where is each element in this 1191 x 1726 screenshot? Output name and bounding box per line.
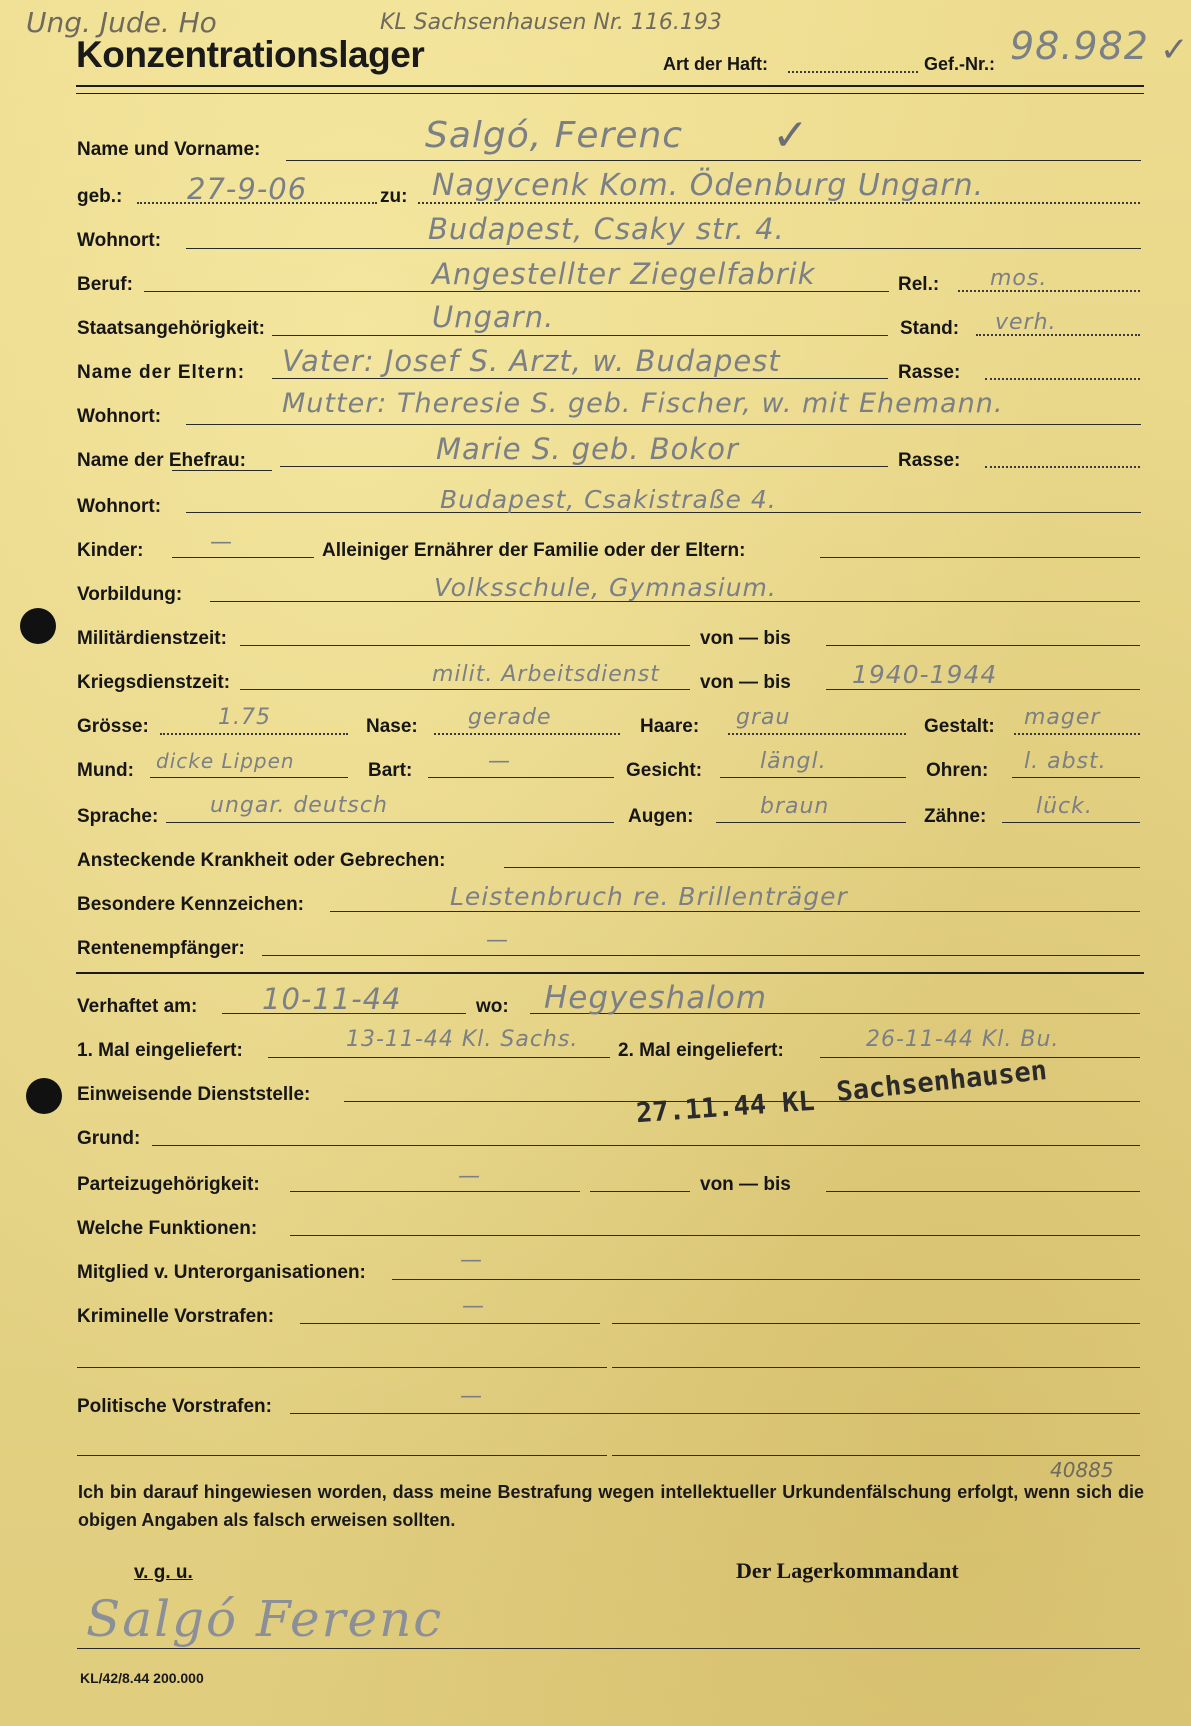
- header-rule-bottom: [76, 93, 1144, 94]
- bart-value: —: [488, 749, 511, 774]
- gef-nr-value: 98.982: [1010, 24, 1149, 68]
- name-der-eltern-value: Vater: Josef S. Arzt, w. Budapest: [282, 344, 781, 378]
- form-title: Konzentrationslager: [76, 34, 425, 75]
- sprache-line: [166, 822, 614, 823]
- stand-label: Stand:: [900, 318, 960, 339]
- mund-line: [150, 777, 348, 778]
- ansteckende-krankheit-label: Ansteckende Krankheit oder Gebrechen:: [77, 850, 446, 871]
- parteizugehoerigkeit-value: —: [458, 1164, 481, 1189]
- staatsangehoerigkeit-label: Staatsangehörigkeit:: [77, 318, 265, 339]
- pencil-note-ung-jude: Ung. Jude. Ho: [26, 6, 217, 39]
- rentenempfaenger-label: Rentenempfänger:: [77, 938, 245, 959]
- nase-value: gerade: [468, 705, 552, 730]
- erstes-mal-eingeliefert-label: 1. Mal eingeliefert:: [77, 1040, 243, 1061]
- gesicht-value: längl.: [760, 749, 827, 774]
- besondere-kennzeichen-label: Besondere Kennzeichen:: [77, 894, 304, 915]
- name-label: Name und Vorname:: [77, 139, 261, 160]
- geb-value: 27-9-06: [187, 172, 308, 206]
- name-line: [286, 160, 1141, 161]
- besondere-kennzeichen-value: Leistenbruch re. Brillenträger: [450, 882, 848, 911]
- politische-vorstrafen-line-b: [77, 1455, 607, 1456]
- art-der-haft-line: [788, 71, 918, 73]
- beruf-label: Beruf:: [77, 274, 133, 295]
- parteizugehoerigkeit-label: Parteizugehörigkeit:: [77, 1174, 260, 1195]
- kriminelle-vorstrafen-label: Kriminelle Vorstrafen:: [77, 1306, 275, 1327]
- wohnort-value: Budapest, Csaky str. 4.: [428, 212, 785, 246]
- lagerkommandant-label: Der Lagerkommandant: [736, 1558, 959, 1583]
- besondere-kennzeichen-line: [330, 911, 1140, 912]
- kriminelle-vorstrafen-value: —: [462, 1294, 485, 1319]
- mitglied-unterorganisationen-line: [392, 1279, 1140, 1280]
- name-der-ehefrau-label: Name der Ehefrau:: [77, 450, 246, 471]
- vorbildung-label: Vorbildung:: [77, 584, 183, 605]
- nase-label: Nase:: [366, 716, 418, 737]
- rentenempfaenger-value: —: [486, 928, 509, 953]
- kriminelle-vorstrafen-line-b: [612, 1323, 1140, 1324]
- haare-label: Haare:: [640, 716, 700, 737]
- gef-nr-label: Gef.-Nr.:: [924, 54, 996, 74]
- kriminelle-vorstrafen-line-c: [77, 1367, 607, 1368]
- zweites-mal-line: [820, 1057, 1140, 1058]
- ohren-value: l. abst.: [1024, 749, 1107, 774]
- rasse-label: Rasse:: [898, 362, 961, 383]
- politische-vorstrafen-line: [290, 1413, 1140, 1414]
- einweisende-dienststelle-label: Einweisende Dienststelle:: [77, 1084, 311, 1105]
- von-bis-partei-line: [826, 1191, 1140, 1192]
- nase-line: [434, 733, 620, 735]
- bart-label: Bart:: [368, 760, 413, 781]
- staatsangehoerigkeit-line: [272, 335, 888, 336]
- name-der-eltern-line: [272, 378, 888, 379]
- gestalt-value: mager: [1024, 705, 1101, 730]
- politische-vorstrafen-line-c: [612, 1455, 1140, 1456]
- haare-line: [728, 733, 906, 735]
- rasse-ehefrau-label: Rasse:: [898, 450, 961, 471]
- kriminelle-vorstrafen-line-a: [300, 1323, 600, 1324]
- mund-label: Mund:: [77, 760, 134, 781]
- punch-hole-bottom: [26, 1078, 62, 1114]
- rasse-ehefrau-line: [985, 466, 1140, 468]
- name-value: Salgó, Ferenc: [425, 115, 684, 156]
- militaerdienstzeit-line: [240, 645, 690, 646]
- kriegsdienstzeit-label: Kriegsdienstzeit:: [77, 672, 231, 693]
- kriegsdienstzeit-years: 1940-1944: [852, 660, 998, 689]
- name-der-ehefrau-value: Marie S. geb. Bokor: [436, 432, 739, 466]
- verhaftet-am-label: Verhaftet am:: [77, 996, 198, 1017]
- grund-line: [152, 1145, 1140, 1146]
- vgu-label: v. g. u.: [134, 1562, 193, 1583]
- stamp-date: 27.11.44 KL: [635, 1085, 816, 1130]
- sprache-label: Sprache:: [77, 806, 159, 827]
- zweites-mal-value: 26-11-44 Kl. Bu.: [866, 1027, 1060, 1052]
- erstes-mal-value: 13-11-44 Kl. Sachs.: [346, 1027, 579, 1052]
- wo-label: wo:: [476, 996, 509, 1017]
- kinder-line: [172, 557, 314, 558]
- beruf-line: [144, 291, 889, 292]
- grund-label: Grund:: [77, 1128, 141, 1149]
- parteizugehoerigkeit-line-a: [290, 1191, 580, 1192]
- von-bis-militaer: von — bis: [700, 628, 791, 649]
- mitglied-unterorganisationen-label: Mitglied v. Unterorganisationen:: [77, 1262, 366, 1283]
- wohnort-ehefrau-label: Wohnort:: [77, 496, 162, 517]
- welche-funktionen-label: Welche Funktionen:: [77, 1218, 258, 1239]
- alleiniger-ernaehrer-line: [820, 557, 1140, 558]
- rasse-line: [985, 378, 1140, 380]
- stand-value: verh.: [995, 310, 1057, 335]
- alleiniger-ernaehrer-label: Alleiniger Ernährer der Familie oder der Eltern:: [322, 540, 746, 561]
- gesicht-line: [720, 777, 906, 778]
- zaehne-value: lück.: [1036, 794, 1093, 819]
- wohnort-eltern-label: Wohnort:: [77, 406, 162, 427]
- von-bis-krieg: von — bis: [700, 672, 791, 693]
- groesse-label: Grösse:: [77, 716, 149, 737]
- welche-funktionen-line: [290, 1235, 1140, 1236]
- form-code: KL/42/8.44 200.000: [80, 1670, 204, 1686]
- sachsenhausen-stamp: Sachsenhausen: [834, 1055, 1049, 1108]
- prisoner-signature: Salgó Ferenc: [86, 1590, 444, 1648]
- mund-value: dicke Lippen: [156, 749, 295, 773]
- wohnort-eltern-line: [186, 424, 1141, 425]
- groesse-line: [160, 733, 348, 735]
- art-der-haft-label: Art der Haft:: [663, 54, 769, 74]
- zu-label: zu:: [380, 186, 408, 207]
- verhaftet-am-value: 10-11-44: [262, 982, 402, 1016]
- punch-hole-top: [20, 608, 56, 644]
- haare-value: grau: [736, 705, 791, 730]
- zweites-mal-eingeliefert-label: 2. Mal eingeliefert:: [618, 1040, 784, 1061]
- bart-line: [428, 777, 614, 778]
- pencil-number: 40885: [1050, 1458, 1114, 1482]
- wohnort-eltern-value: Mutter: Theresie S. geb. Fischer, w. mit Ehemann.: [282, 388, 1004, 419]
- augen-value: braun: [760, 794, 830, 819]
- rentenempfaenger-line: [262, 955, 1140, 956]
- rel-line: [958, 290, 1140, 292]
- zaehne-line: [1002, 822, 1140, 823]
- ehefrau-label-underline: [172, 470, 272, 471]
- erstes-mal-line: [268, 1057, 610, 1058]
- ohren-line: [1012, 777, 1140, 778]
- check-mark-icon: ✓: [772, 110, 809, 161]
- militaerdienstzeit-label: Militärdienstzeit:: [77, 628, 227, 649]
- section-divider: [76, 972, 1144, 974]
- ehefrau-line: [280, 466, 888, 467]
- beruf-value: Angestellter Ziegelfabrik: [432, 257, 816, 291]
- zaehne-label: Zähne:: [924, 806, 987, 827]
- politische-vorstrafen-value: —: [460, 1384, 483, 1409]
- ansteckende-krankheit-line: [504, 867, 1140, 868]
- gestalt-label: Gestalt:: [924, 716, 995, 737]
- kriminelle-vorstrafen-line-d: [612, 1367, 1140, 1368]
- staatsangehoerigkeit-value: Ungarn.: [432, 300, 555, 334]
- wo-value: Hegyeshalom: [544, 980, 768, 1016]
- rel-value: mos.: [990, 266, 1048, 291]
- kriegsdienstzeit-value: milit. Arbeitsdienst: [432, 662, 660, 687]
- rel-label: Rel.:: [898, 274, 940, 295]
- politische-vorstrafen-label: Politische Vorstrafen:: [77, 1396, 272, 1417]
- header-rule-top: [76, 85, 1144, 87]
- signature-line: [77, 1648, 1140, 1649]
- wohnort-ehefrau-value: Budapest, Csakistraße 4.: [440, 485, 777, 514]
- parteizugehoerigkeit-line-b: [590, 1191, 690, 1192]
- sprache-value: ungar. deutsch: [210, 793, 388, 818]
- declaration-text: Ich bin darauf hingewiesen worden, dass meine Bestrafung wegen intellektueller Urkundenfälschung erfolgt, wenn sich die obigen Angaben als falsch erweisen sollten.: [78, 1482, 1144, 1530]
- von-bis-militaer-line: [826, 645, 1140, 646]
- zu-value: Nagycenk Kom. Ödenburg Ungarn.: [432, 168, 985, 203]
- gestalt-line: [1014, 733, 1140, 735]
- check-mark-icon: ✓: [1160, 30, 1189, 70]
- augen-line: [716, 822, 906, 823]
- augen-label: Augen:: [628, 806, 694, 827]
- vorbildung-value: Volksschule, Gymnasium.: [434, 573, 777, 602]
- kinder-label: Kinder:: [77, 540, 144, 561]
- gesicht-label: Gesicht:: [626, 760, 703, 781]
- von-bis-partei: von — bis: [700, 1174, 791, 1195]
- groesse-value: 1.75: [218, 705, 271, 730]
- von-bis-krieg-line: [826, 689, 1140, 690]
- kriegsdienstzeit-line: [240, 689, 690, 690]
- ohren-label: Ohren:: [926, 760, 989, 781]
- name-der-eltern-label: Name der Eltern:: [77, 362, 246, 383]
- geb-label: geb.:: [77, 186, 123, 207]
- kinder-value: —: [210, 530, 233, 555]
- mitglied-unterorganisationen-value: —: [460, 1248, 483, 1273]
- wohnort-label: Wohnort:: [77, 230, 162, 251]
- wohnort-line: [186, 248, 1141, 249]
- pencil-note-camp-number: KL Sachsenhausen Nr. 116.193: [380, 10, 722, 35]
